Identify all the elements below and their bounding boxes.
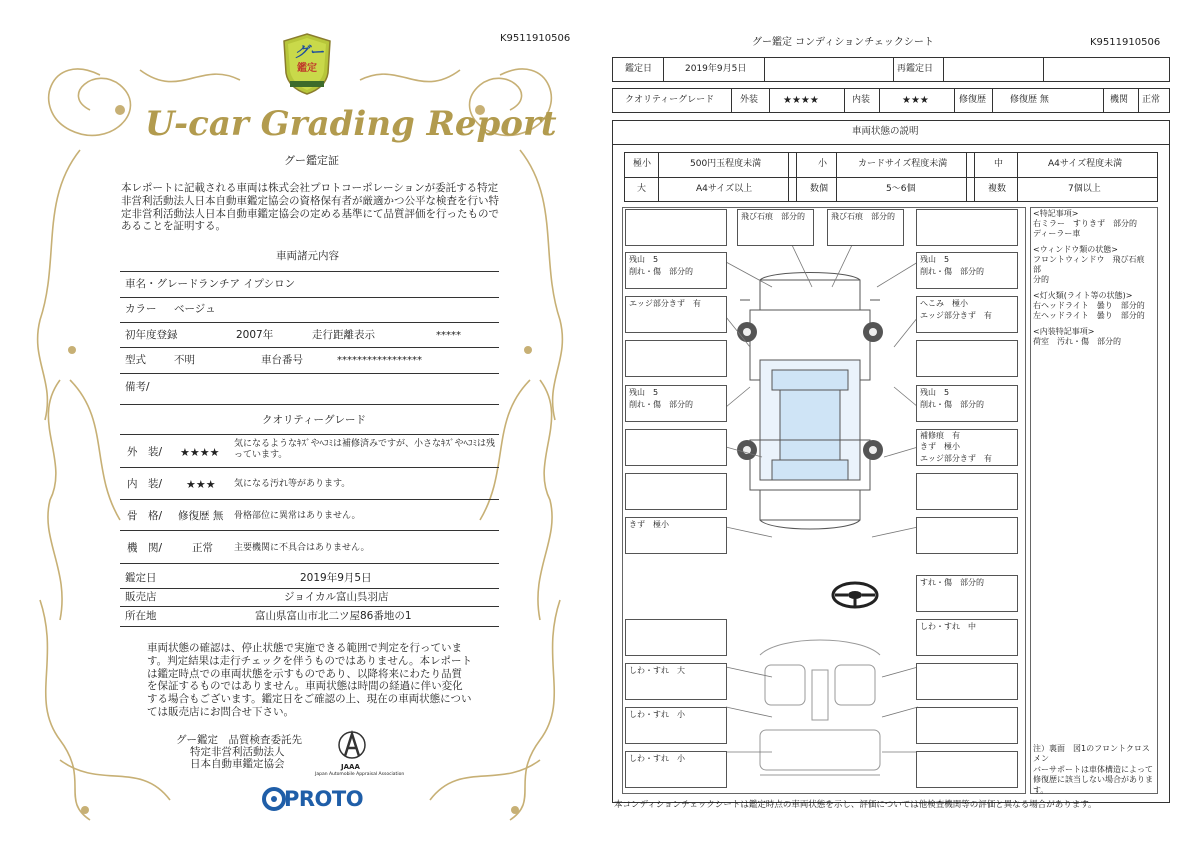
note-line: <灯火類(ライト等の状態)> [1033, 291, 1133, 300]
left-callout-4 [625, 340, 727, 377]
name-grade-value: ランチア イプシロン [198, 278, 296, 290]
note-line: <ウィンドウ類の状態> [1033, 245, 1118, 254]
exterior-label: 外 装/ [127, 446, 163, 458]
bottom-note-line: バーサポートは車体構造によって [1033, 764, 1153, 774]
first-registration-label: 初年度登録 [125, 329, 178, 341]
right-callout-4 [916, 340, 1018, 377]
intro-paragraph: 本レポートに記載される車両は株式会社プロトコーポレーションが委託する特定非営利活動法人日本自動車鑑定協会の資格保有者が厳適かつ公平な検査を行い特定非営利活動法人日本自動車鑑定協会の定める基準にて品質評価を行ったものであることを証明する。 [121, 182, 499, 233]
engine-value: 正常 [192, 542, 213, 554]
left-callout-2-line-1: 残山 5 [629, 255, 659, 264]
address-value: 富山県富山市北二ツ屋86番地の1 [255, 610, 412, 622]
interior-description: 気になる汚れ等があります。 [234, 479, 351, 489]
left-callout-10 [625, 619, 727, 656]
note-line: <特記事項> [1033, 209, 1079, 218]
jaaa-emblem-icon [315, 730, 390, 764]
note-line: 分的 [1033, 275, 1049, 284]
left-callout-7 [625, 473, 727, 510]
top-callout-1-text: 飛び石痕 部分的 [741, 212, 805, 221]
name-grade-label: 車名・グレード [125, 278, 199, 290]
right-callout-5-line-1: 残山 5 [920, 388, 950, 397]
right-callout-8 [916, 517, 1018, 554]
spec-heading: 車両諸元内容 [276, 250, 339, 262]
chassis-label: 車台番号 [261, 354, 303, 366]
legend-desc-3: A4サイズ程度未満 [1048, 159, 1123, 169]
model-label: 型式 [125, 354, 146, 366]
footer-line-1: グー鑑定 品質検査委託先 [176, 734, 302, 746]
engine-label: 機 関/ [127, 542, 163, 554]
engine-description: 主要機関に不具合はありません。 [234, 543, 370, 553]
sheet-date-label: 鑑定日 [625, 64, 653, 74]
legend-desc-6: 7個以上 [1068, 184, 1101, 194]
right-callout-10 [916, 619, 1018, 656]
bottom-note-line: す。 [1033, 785, 1049, 795]
legend-label-5: 数個 [810, 184, 829, 194]
left-callout-13-line-1: しわ・すれ 小 [629, 754, 685, 763]
appraisal-date-value: 2019年9月5日 [300, 572, 372, 584]
left-callout-8 [625, 517, 727, 554]
condition-heading: 車両状態の説明 [852, 126, 919, 137]
sheet-exterior-label: 外装 [740, 95, 759, 105]
left-callout-2-line-2: 削れ・傷 部分的 [629, 267, 693, 276]
sheet-engine-label: 機関 [1110, 95, 1129, 105]
address-label: 所在地 [125, 610, 157, 622]
note-line: ディーラー車 [1033, 229, 1081, 238]
bottom-note-line: 修復歴に該当しない場合がありま [1033, 775, 1153, 785]
sheet-engine-value: 正常 [1142, 95, 1161, 105]
sheet-title: グー鑑定 コンディションチェックシート [752, 37, 934, 48]
sheet-interior-label: 内装 [852, 95, 871, 105]
sheet-date-value: 2019年9月5日 [685, 64, 747, 74]
exterior-stars: ★★★★ [180, 446, 220, 459]
left-callout-13 [625, 751, 727, 788]
legend-desc-5: 5〜6個 [886, 184, 916, 194]
legend-label-6: 複数 [988, 184, 1007, 194]
jaaa-logo [315, 730, 405, 780]
sheet-report-code: K9511910506 [1090, 37, 1161, 48]
note-line: <内装特記事項> [1033, 327, 1095, 336]
bottom-note-line: 注）裏面 図1のフロントクロスメン [1033, 744, 1150, 764]
report-script-title: U-car Grading Report [145, 104, 557, 144]
footer-line-3: 日本自動車鑑定協会 [190, 758, 285, 770]
top-callout-1 [737, 209, 814, 246]
top-callout-2-text: 飛び石痕 部分的 [831, 212, 895, 221]
frame-value: 修復歴 無 [178, 510, 224, 522]
footer-line-2: 特定非営利活動法人 [190, 746, 285, 758]
legend-label-3: 中 [994, 159, 1004, 169]
sheet-interior-stars: ★★★ [902, 95, 929, 106]
right-callout-11 [916, 663, 1018, 700]
left-callout-5-line-2: 削れ・傷 部分的 [629, 400, 693, 409]
quality-heading: クオリティーグレード [262, 414, 366, 426]
right-callout-7 [916, 473, 1018, 510]
right-callout-9-line-1: すれ・傷 部分的 [920, 578, 984, 587]
right-callout-2 [916, 252, 1018, 289]
legend-label-1: 極小 [633, 159, 652, 169]
right-callout-2-line-1: 残山 5 [920, 255, 950, 264]
left-callout-5-line-1: 残山 5 [629, 388, 659, 397]
right-callout-13 [916, 751, 1018, 788]
right-callout-6-line-1: 補修痕 有 [920, 431, 960, 440]
reappraisal-label: 再鑑定日 [897, 64, 934, 74]
goo-kantei-logo [282, 33, 332, 95]
right-callout-1 [916, 209, 1018, 246]
left-callout-11 [625, 663, 727, 700]
left-callout-1 [625, 209, 727, 246]
interior-label: 内 装/ [127, 478, 163, 490]
quality-grade-label: クオリティーグレード [625, 95, 715, 105]
right-callout-2-line-2: 削れ・傷 部分的 [920, 267, 984, 276]
logo-brand: グー [294, 43, 325, 61]
bottom-note [1033, 744, 1157, 796]
left-callout-8-line-1: きず 極小 [629, 520, 669, 529]
notes-list [1033, 209, 1157, 347]
left-callout-2 [625, 252, 727, 289]
legend-label-2: 小 [818, 159, 828, 169]
jaaa-sub: Japan Automobile Appraisal Association [315, 772, 405, 777]
left-callout-11-line-1: しわ・すれ 大 [629, 666, 685, 675]
logo-sub: 鑑定 [297, 63, 317, 74]
mileage-label: 走行距離表示 [312, 329, 375, 341]
right-callout-6 [916, 429, 1018, 466]
right-callout-3-line-1: へこみ 極小 [920, 299, 968, 308]
sheet-repair-label: 修復歴 [959, 95, 987, 105]
legend-label-4: 大 [637, 184, 647, 194]
color-value: ベージュ [174, 303, 216, 315]
first-registration-value: 2007年 [236, 329, 274, 341]
left-callout-3 [625, 296, 727, 333]
jaaa-label: JAAA [341, 763, 360, 771]
proto-logo-text: PROTO [284, 787, 364, 811]
note-line: フロントウィンドウ 飛び石痕 部 [1033, 255, 1153, 274]
sheet-footer: 本コンディションチェックシートは鑑定時点の車両状態を示し、評価については他検査機関等の評価と異なる場合があります。 [614, 800, 1097, 810]
left-callout-6 [625, 429, 727, 466]
left-callout-12 [625, 707, 727, 744]
note-line: 荷室 汚れ・傷 部分的 [1033, 337, 1121, 346]
appraisal-date-label: 鑑定日 [125, 572, 157, 584]
left-callout-5 [625, 385, 727, 422]
right-callout-9 [916, 575, 1018, 612]
chassis-value: ***************** [337, 355, 422, 366]
interior-stars: ★★★ [186, 478, 216, 491]
left-callout-12-line-1: しわ・すれ 小 [629, 710, 685, 719]
notice-paragraph: 車両状態の確認は、停止状態で実施できる範囲で判定を行っています。判定結果は走行チェックを伴うものではありません。本レポートは鑑定時点での車両状態を示すものであり、以降将来にわたり品質を保証するものではありません。車両状態は時間の経過に伴い変化する場合もございます。鑑定日をご確認の上、現在の車両状態については販売店にお問合せ下さい。 [147, 642, 472, 718]
right-callout-12 [916, 707, 1018, 744]
proto-logo [262, 786, 372, 812]
model-value: 不明 [174, 354, 195, 366]
right-callout-6-line-3: エッジ部分きず 有 [920, 454, 992, 463]
top-callout-2 [827, 209, 904, 246]
remarks-label: 備考/ [125, 381, 150, 393]
dealer-label: 販売店 [125, 591, 157, 603]
legend-desc-4: A4サイズ以上 [696, 184, 753, 194]
certificate-subtitle: グー鑑定証 [284, 154, 339, 167]
note-line: 右ヘッドライト 曇り 部分的 [1033, 301, 1145, 310]
right-callout-10-line-1: しわ・すれ 中 [920, 622, 976, 631]
note-line: 左ヘッドライト 曇り 部分的 [1033, 311, 1145, 320]
right-callout-6-line-2: きず 極小 [920, 442, 960, 451]
sheet-repair-value: 修復歴 無 [1010, 95, 1049, 105]
frame-label: 骨 格/ [127, 510, 163, 522]
proto-mark-icon [262, 787, 286, 811]
right-callout-5-line-2: 削れ・傷 部分的 [920, 400, 984, 409]
legend-desc-1: 500円玉程度未満 [690, 159, 762, 169]
color-label: カラー [125, 303, 157, 315]
dealer-value: ジョイカル富山呉羽店 [284, 591, 389, 603]
exterior-description: 気になるようなｷｽﾞやﾍｺﾐは補修済みですが、小さなｷｽﾞやﾍｺﾐは残っています。 [234, 439, 496, 460]
sheet-exterior-stars: ★★★★ [783, 95, 819, 106]
right-callout-3-line-2: エッジ部分きず 有 [920, 311, 992, 320]
condition-check-sheet [600, 0, 1200, 848]
frame-description: 骨格部位に異常はありません。 [234, 511, 361, 521]
left-callout-3-line-1: エッジ部分きず 有 [629, 299, 701, 308]
note-line: 右ミラー すりきず 部分的 [1033, 219, 1137, 228]
right-callout-5 [916, 385, 1018, 422]
mileage-value: ***** [436, 330, 461, 341]
legend-desc-2: カードサイズ程度未満 [858, 159, 948, 169]
right-callout-3 [916, 296, 1018, 333]
report-code: K9511910506 [500, 33, 571, 44]
